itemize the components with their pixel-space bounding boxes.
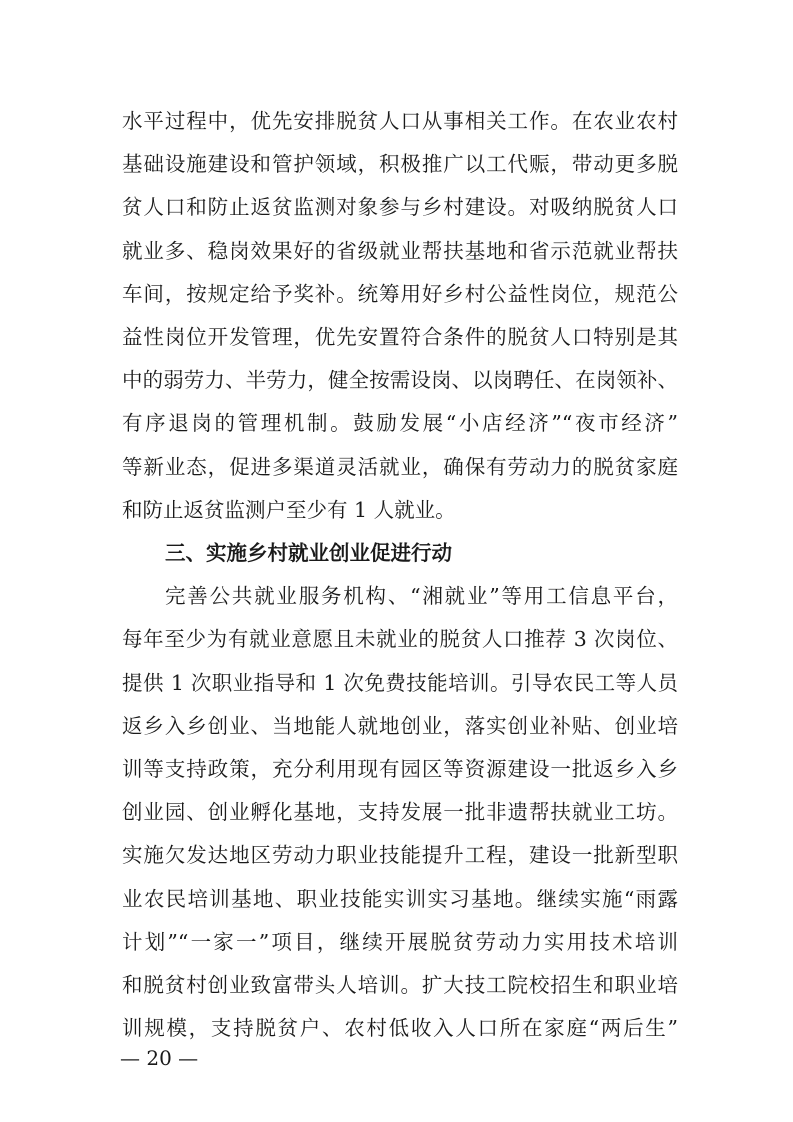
paragraph-2-line-8: 业农民培训基地、职业技能实训实习基地。继续实施“雨露 [122,887,678,911]
paragraph-1-line-9: 等新业态，促进多渠道灵活就业，确保有劳动力的脱贫家庭 [122,455,678,479]
paragraph-1-line-1: 水平过程中，优先安排脱贫人口从事相关工作。在农业农村 [122,109,678,133]
paragraph-2-line-4: 返乡入乡创业、当地能人就地创业，落实创业补贴、创业培 [122,714,678,738]
paragraph-1-line-5: 车间，按规定给予奖补。统筹用好乡村公益性岗位，规范公 [122,282,678,306]
paragraph-2-line-2: 每年至少为有就业意愿且未就业的脱贫人口推荐 3 次岗位、 [122,627,678,651]
paragraph-2-line-9: 计划”“一家一”项目，继续开展脱贫劳动力实用技术培训 [122,930,678,954]
paragraph-2-line-1: 完善公共就业服务机构、“湘就业”等用工信息平台， [165,584,678,608]
paragraph-1-line-10: 和防止返贫监测户至少有 1 人就业。 [122,498,456,522]
paragraph-2-line-5: 训等支持政策，充分利用现有园区等资源建设一批返乡入乡 [122,757,678,781]
section-heading: 三、实施乡村就业创业促进行动 [165,541,452,565]
paragraph-1-line-7: 中的弱劳力、半劳力，健全按需设岗、以岗聘任、在岗领补、 [122,368,678,392]
paragraph-2-line-3: 提供 1 次职业指导和 1 次免费技能培训。引导农民工等人员 [122,671,678,695]
paragraph-1-line-6: 益性岗位开发管理，优先安置符合条件的脱贫人口特别是其 [122,325,678,349]
paragraph-1-line-8: 有序退岗的管理机制。鼓励发展“小店经济”“夜市经济” [122,411,678,435]
paragraph-1-line-3: 贫人口和防止返贫监测对象参与乡村建设。对吸纳脱贫人口 [122,195,678,219]
paragraph-2-line-10: 和脱贫村创业致富带头人培训。扩大技工院校招生和职业培 [122,973,678,997]
paragraph-2-line-11: 训规模，支持脱贫户、农村低收入人口所在家庭“两后生” [122,1016,678,1040]
paragraph-1-line-4: 就业多、稳岗效果好的省级就业帮扶基地和省示范就业帮扶 [122,239,678,263]
paragraph-2-line-7: 实施欠发达地区劳动力职业技能提升工程，建设一批新型职 [122,843,678,867]
paragraph-1-line-2: 基础设施建设和管护领域，积极推广以工代赈，带动更多脱 [122,152,678,176]
paragraph-2-line-6: 创业园、创业孵化基地，支持发展一批非遗帮扶就业工坊。 [122,800,678,824]
page-number: — 20 — [120,1046,199,1070]
